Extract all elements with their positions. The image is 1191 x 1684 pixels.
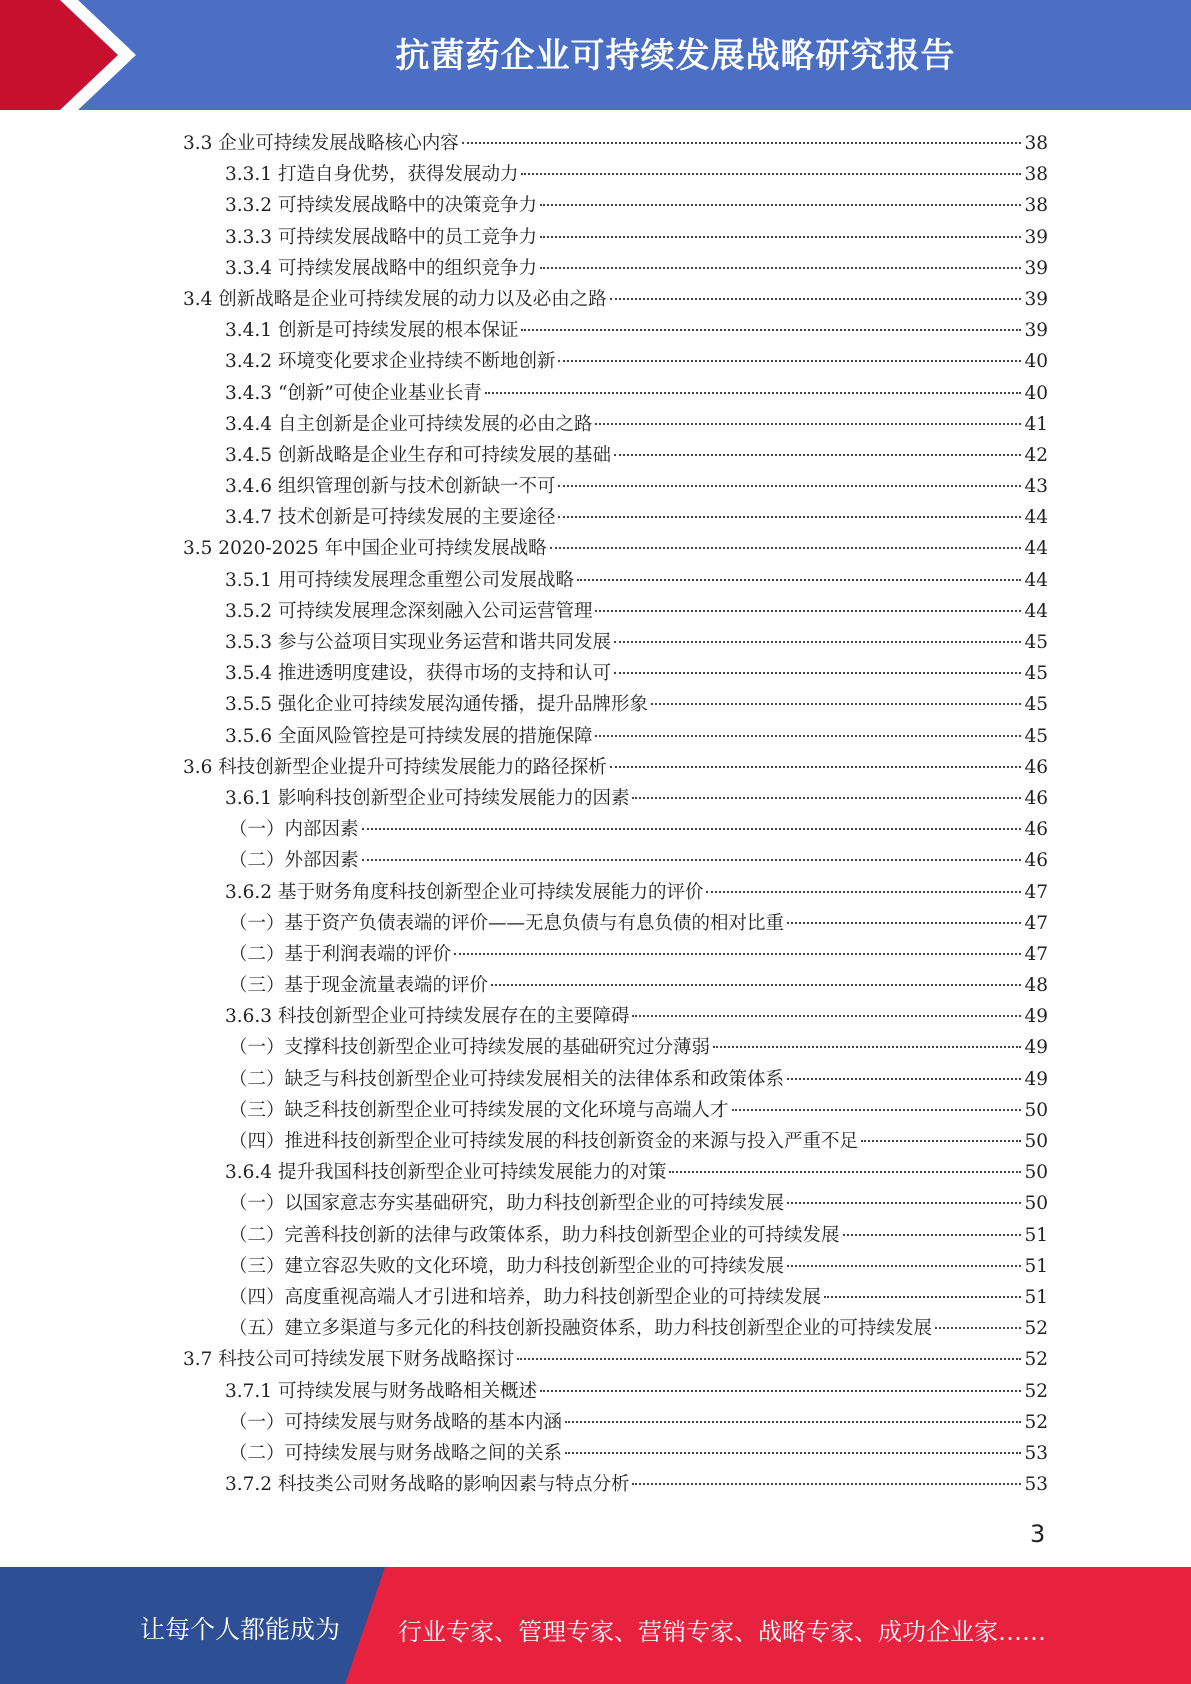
toc-dot-leader bbox=[565, 1452, 1021, 1454]
toc-dot-leader bbox=[517, 1358, 1021, 1360]
toc-entry-title: （二）基于利润表端的评价 bbox=[229, 943, 452, 965]
toc-entry-title: 3.6.4 提升我国科技创新型企业可持续发展能力的对策 bbox=[225, 1162, 667, 1184]
toc-entry-title: 3.5 2020-2025 年中国企业可持续发展战略 bbox=[183, 538, 547, 560]
toc-entry-page: 52 bbox=[1024, 1411, 1048, 1433]
page-number: 3 bbox=[1030, 1520, 1046, 1548]
toc-entry-title: （一）以国家意志夯实基础研究，助力科技创新型企业的可持续发展 bbox=[229, 1193, 785, 1215]
toc-entry-page: 52 bbox=[1024, 1318, 1048, 1340]
toc-dot-leader bbox=[362, 828, 1022, 830]
toc-entry-page: 46 bbox=[1024, 850, 1048, 872]
toc-entry-title: 3.4.4 自主创新是企业可持续发展的必由之路 bbox=[225, 413, 593, 435]
toc-entry-page: 41 bbox=[1024, 413, 1048, 435]
toc-entry-title: 3.5.5 强化企业可持续发展沟通传播，提升品牌形象 bbox=[225, 694, 648, 716]
toc-entry-title: 3.5.3 参与公益项目实现业务运营和谐共同发展 bbox=[225, 632, 611, 653]
footer-slogan-right: 行业专家、管理专家、营销专家、战略专家、成功企业家…… bbox=[398, 1618, 1046, 1646]
toc-dot-leader bbox=[540, 1390, 1021, 1392]
toc-dot-leader bbox=[614, 454, 1021, 456]
toc-entry-page: 49 bbox=[1024, 1037, 1048, 1059]
toc-entry-title: 3.3.4 可持续发展战略中的组织竞争力 bbox=[225, 257, 537, 279]
toc-entry-page: 44 bbox=[1024, 569, 1048, 591]
toc-entry-page: 40 bbox=[1024, 382, 1048, 404]
toc-dot-leader bbox=[595, 610, 1021, 612]
toc-dot-leader bbox=[632, 1015, 1021, 1017]
toc-entry[interactable] bbox=[183, 565, 1048, 596]
toc-dot-leader bbox=[462, 142, 1022, 144]
toc-dot-leader bbox=[787, 1265, 1021, 1267]
toc-dot-leader bbox=[491, 984, 1021, 986]
toc-entry-page: 48 bbox=[1024, 975, 1048, 997]
page-header bbox=[0, 0, 1191, 110]
footer-slogan-left: 让每个人都能成为 bbox=[140, 1615, 341, 1644]
toc-entry[interactable] bbox=[183, 315, 1048, 346]
toc-entry-page: 50 bbox=[1024, 1099, 1048, 1121]
page-footer bbox=[0, 1567, 1191, 1684]
toc-entry-title: （二）外部因素 bbox=[229, 850, 359, 872]
toc-entry-title: 3.4.6 组织管理创新与技术创新缺一不可 bbox=[225, 476, 556, 498]
toc-entry-page: 42 bbox=[1024, 444, 1048, 466]
toc-entry-title: 3.6 科技创新型企业提升可持续发展能力的路径探析 bbox=[183, 756, 607, 778]
toc-entry[interactable] bbox=[183, 908, 1048, 939]
toc-dot-leader bbox=[558, 516, 1021, 518]
toc-entry-title: 3.6.3 科技创新型企业可持续发展存在的主要障碍 bbox=[225, 1006, 630, 1028]
toc-entry[interactable] bbox=[183, 752, 1048, 783]
toc-dot-leader bbox=[485, 392, 1022, 394]
toc-dot-leader bbox=[362, 859, 1022, 861]
toc-dot-leader bbox=[843, 1234, 1022, 1236]
toc-entry-page: 38 bbox=[1024, 164, 1048, 186]
toc-dot-leader bbox=[824, 1296, 1021, 1298]
toc-entry[interactable] bbox=[183, 284, 1048, 315]
toc-entry-page: 40 bbox=[1024, 351, 1048, 373]
toc-entry-page: 49 bbox=[1024, 1006, 1048, 1028]
toc-dot-leader bbox=[713, 1046, 1021, 1048]
toc-entry-page: 51 bbox=[1024, 1224, 1048, 1246]
toc-entry[interactable] bbox=[183, 627, 1048, 658]
toc-entry-page: 45 bbox=[1024, 725, 1048, 747]
toc-dot-leader bbox=[521, 329, 1021, 331]
toc-entry[interactable] bbox=[183, 1032, 1048, 1063]
toc-entry-page: 52 bbox=[1024, 1380, 1048, 1402]
toc-dot-leader bbox=[521, 173, 1021, 175]
toc-dot-leader bbox=[595, 735, 1021, 737]
toc-dot-leader bbox=[577, 579, 1021, 581]
toc-entry-page: 39 bbox=[1024, 320, 1048, 342]
toc-dot-leader bbox=[787, 1202, 1021, 1204]
toc-dot-leader bbox=[558, 360, 1021, 362]
toc-entry-page: 45 bbox=[1024, 663, 1048, 685]
toc-dot-leader bbox=[454, 953, 1021, 955]
toc-entry[interactable] bbox=[183, 1469, 1048, 1500]
toc-dot-leader bbox=[610, 298, 1022, 300]
toc-entry-title: （二）完善科技创新的法律与政策体系，助力科技创新型企业的可持续发展 bbox=[229, 1224, 840, 1246]
toc-dot-leader bbox=[632, 797, 1021, 799]
toc-entry-title: （三）建立容忍失败的文化环境，助力科技创新型企业的可持续发展 bbox=[229, 1255, 785, 1277]
toc-entry-page: 44 bbox=[1024, 538, 1048, 560]
toc-entry[interactable] bbox=[183, 1126, 1048, 1157]
toc-entry-page: 50 bbox=[1024, 1162, 1048, 1184]
toc-entry-page: 53 bbox=[1024, 1442, 1048, 1464]
toc-dot-leader bbox=[558, 485, 1021, 487]
toc-entry[interactable] bbox=[183, 1438, 1048, 1469]
toc-entry-page: 52 bbox=[1024, 1349, 1048, 1371]
toc-entry-title: 3.5.2 可持续发展理念深刻融入公司运营管理 bbox=[225, 600, 593, 622]
toc-entry[interactable] bbox=[183, 783, 1048, 814]
toc-entry[interactable] bbox=[183, 502, 1048, 533]
toc-entry[interactable] bbox=[183, 159, 1048, 190]
toc-entry-title: 3.4.5 创新战略是企业生存和可持续发展的基础 bbox=[225, 444, 611, 466]
toc-dot-leader bbox=[614, 641, 1021, 643]
toc-entry-title: 3.5.4 推进透明度建设，获得市场的支持和认可 bbox=[225, 663, 611, 685]
toc-entry[interactable] bbox=[183, 1095, 1048, 1126]
toc-entry[interactable] bbox=[183, 128, 1048, 159]
toc-entry[interactable] bbox=[183, 440, 1048, 471]
toc-entry-title: 3.4.7 技术创新是可持续发展的主要途径 bbox=[225, 507, 556, 529]
toc-entry-title: （四）高度重视高端人才引进和培养，助力科技创新型企业的可持续发展 bbox=[229, 1286, 822, 1308]
toc-dot-leader bbox=[610, 766, 1022, 768]
toc-dot-leader bbox=[614, 672, 1021, 674]
toc-dot-leader bbox=[669, 1171, 1021, 1173]
toc-entry[interactable] bbox=[183, 970, 1048, 1001]
toc-entry-page: 45 bbox=[1024, 632, 1048, 653]
toc-entry-page: 43 bbox=[1024, 476, 1048, 498]
toc-entry[interactable] bbox=[183, 1282, 1048, 1313]
toc-dot-leader bbox=[787, 922, 1021, 924]
toc-entry[interactable] bbox=[183, 1188, 1048, 1219]
toc-entry-title: 3.5.6 全面风险管控是可持续发展的措施保障 bbox=[225, 725, 593, 747]
toc-entry-title: （一）可持续发展与财务战略的基本内涵 bbox=[229, 1411, 563, 1433]
toc-entry-title: （四）推进科技创新型企业可持续发展的科技创新资金的来源与投入严重不足 bbox=[229, 1131, 859, 1152]
toc-entry[interactable] bbox=[183, 689, 1048, 720]
toc-entry[interactable] bbox=[183, 1220, 1048, 1251]
toc-entry[interactable] bbox=[183, 845, 1048, 876]
toc-dot-leader bbox=[632, 1483, 1021, 1485]
toc-entry-title: （一）基于资产负债表端的评价——无息负债与有息负债的相对比重 bbox=[229, 912, 785, 934]
toc-entry[interactable] bbox=[183, 253, 1048, 284]
toc-entry-title: 3.4.1 创新是可持续发展的根本保证 bbox=[225, 320, 519, 342]
toc-entry-title: 3.4.3 “创新”可使企业基业长青 bbox=[225, 382, 482, 404]
toc-entry-page: 44 bbox=[1024, 600, 1048, 622]
toc-entry[interactable] bbox=[183, 1376, 1048, 1407]
toc-entry[interactable] bbox=[183, 1064, 1048, 1095]
toc-entry-page: 51 bbox=[1024, 1255, 1048, 1277]
toc-entry[interactable] bbox=[183, 877, 1048, 908]
toc-entry[interactable] bbox=[183, 1344, 1048, 1375]
toc-entry-title: （五）建立多渠道与多元化的科技创新投融资体系，助力科技创新型企业的可持续发展 bbox=[229, 1318, 933, 1340]
toc-entry[interactable] bbox=[183, 378, 1048, 409]
toc-entry[interactable] bbox=[183, 222, 1048, 253]
toc-entry-title: 3.3 企业可持续发展战略核心内容 bbox=[183, 133, 459, 154]
toc-dot-leader bbox=[732, 1109, 1022, 1111]
toc-entry-title: 3.4.2 环境变化要求企业持续不断地创新 bbox=[225, 351, 556, 373]
toc-dot-leader bbox=[935, 1327, 1021, 1329]
toc-dot-leader bbox=[861, 1140, 1021, 1142]
toc-entry-title: （二）缺乏与科技创新型企业可持续发展相关的法律体系和政策体系 bbox=[229, 1068, 785, 1090]
toc-dot-leader bbox=[651, 703, 1021, 705]
toc-entry[interactable] bbox=[183, 1001, 1048, 1032]
toc-entry-page: 46 bbox=[1024, 819, 1048, 841]
toc-entry-page: 38 bbox=[1024, 195, 1048, 217]
toc-entry[interactable] bbox=[183, 533, 1048, 564]
toc-dot-leader bbox=[565, 1421, 1021, 1423]
toc-entry-page: 47 bbox=[1024, 881, 1048, 903]
toc-entry[interactable] bbox=[183, 939, 1048, 970]
toc-entry-page: 46 bbox=[1024, 756, 1048, 778]
toc-entry-title: 3.7.1 可持续发展与财务战略相关概述 bbox=[225, 1380, 537, 1402]
toc-entry[interactable] bbox=[183, 1157, 1048, 1188]
toc-entry-page: 50 bbox=[1024, 1193, 1048, 1215]
toc-entry-page: 50 bbox=[1024, 1131, 1048, 1152]
toc-entry[interactable] bbox=[183, 721, 1048, 752]
toc-entry-title: 3.4 创新战略是企业可持续发展的动力以及必由之路 bbox=[183, 288, 607, 310]
toc-entry[interactable] bbox=[183, 409, 1048, 440]
header-arrow-decoration bbox=[0, 0, 150, 110]
table-of-contents bbox=[183, 128, 1048, 1500]
toc-entry-page: 46 bbox=[1024, 787, 1048, 809]
toc-entry-title: （二）可持续发展与财务战略之间的关系 bbox=[229, 1442, 563, 1464]
toc-entry-title: 3.3.3 可持续发展战略中的员工竞争力 bbox=[225, 226, 537, 248]
toc-entry-page: 53 bbox=[1024, 1474, 1048, 1496]
toc-entry-page: 47 bbox=[1024, 912, 1048, 934]
toc-dot-leader bbox=[550, 547, 1022, 549]
toc-entry[interactable] bbox=[183, 814, 1048, 845]
toc-entry-page: 44 bbox=[1024, 507, 1048, 529]
toc-entry[interactable] bbox=[183, 1251, 1048, 1282]
toc-dot-leader bbox=[540, 267, 1021, 269]
toc-entry-title: 3.6.2 基于财务角度科技创新型企业可持续发展能力的评价 bbox=[225, 881, 704, 903]
toc-entry-title: （三）缺乏科技创新型企业可持续发展的文化环境与高端人才 bbox=[229, 1099, 729, 1121]
toc-entry-title: （一）内部因素 bbox=[229, 819, 359, 841]
toc-entry-page: 38 bbox=[1024, 133, 1048, 154]
toc-entry-title: 3.3.1 打造自身优势，获得发展动力 bbox=[225, 164, 519, 186]
toc-entry-title: （三）基于现金流量表端的评价 bbox=[229, 975, 489, 997]
toc-entry[interactable] bbox=[183, 346, 1048, 377]
toc-entry-page: 49 bbox=[1024, 1068, 1048, 1090]
toc-entry-page: 51 bbox=[1024, 1286, 1048, 1308]
toc-entry[interactable] bbox=[183, 596, 1048, 627]
report-title: 抗菌药企业可持续发展战略研究报告 bbox=[395, 36, 956, 76]
toc-dot-leader bbox=[540, 204, 1021, 206]
toc-entry[interactable] bbox=[183, 190, 1048, 221]
toc-dot-leader bbox=[706, 891, 1021, 893]
toc-entry-page: 47 bbox=[1024, 943, 1048, 965]
toc-entry-title: 3.7.2 科技类公司财务战略的影响因素与特点分析 bbox=[225, 1474, 630, 1496]
toc-entry-title: 3.3.2 可持续发展战略中的决策竞争力 bbox=[225, 195, 537, 217]
toc-entry-page: 39 bbox=[1024, 226, 1048, 248]
toc-dot-leader bbox=[540, 236, 1021, 238]
toc-entry-title: （一）支撑科技创新型企业可持续发展的基础研究过分薄弱 bbox=[229, 1037, 711, 1059]
toc-entry[interactable] bbox=[183, 1407, 1048, 1438]
toc-entry-title: 3.7 科技公司可持续发展下财务战略探讨 bbox=[183, 1349, 515, 1371]
toc-entry-page: 39 bbox=[1024, 257, 1048, 279]
toc-dot-leader bbox=[595, 423, 1021, 425]
toc-entry-page: 45 bbox=[1024, 694, 1048, 716]
toc-entry[interactable] bbox=[183, 471, 1048, 502]
toc-entry-page: 39 bbox=[1024, 288, 1048, 310]
toc-dot-leader bbox=[787, 1078, 1021, 1080]
toc-entry[interactable] bbox=[183, 658, 1048, 689]
toc-entry[interactable] bbox=[183, 1313, 1048, 1344]
toc-entry-title: 3.6.1 影响科技创新型企业可持续发展能力的因素 bbox=[225, 787, 630, 809]
toc-entry-title: 3.5.1 用可持续发展理念重塑公司发展战略 bbox=[225, 569, 574, 591]
